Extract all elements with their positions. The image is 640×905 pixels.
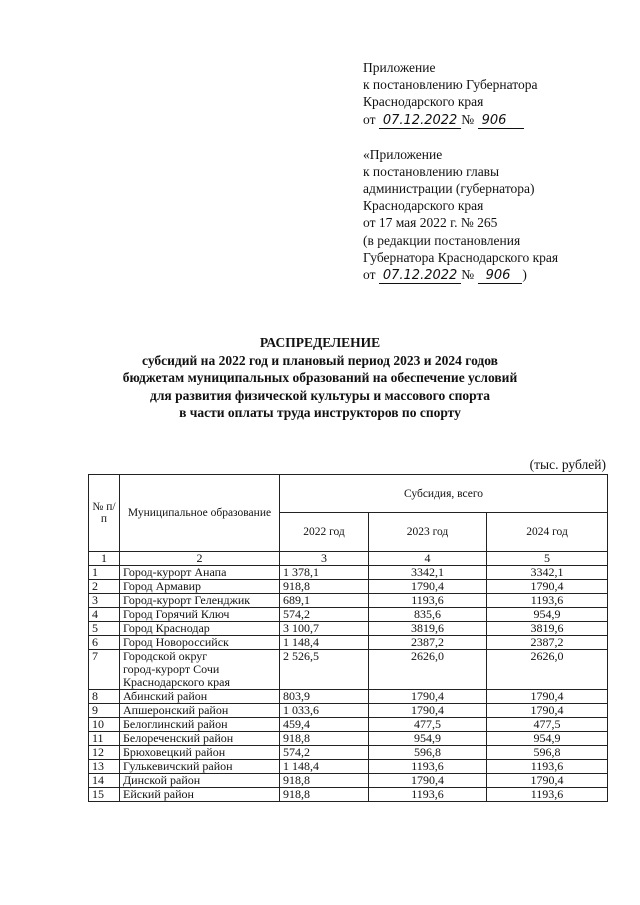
municipality-name [120,718,280,732]
header-2022: 2022 год [280,513,369,552]
municipality-name-line: Город-курорт Геленджик [123,593,251,607]
appendix2-line: Губернатора Краснодарского края [363,249,559,265]
table-row [89,774,608,788]
value-2022: 918,8 [280,732,369,746]
municipality-name-line: Белоглинский район [123,717,228,731]
value-2024: 1790,4 [487,774,608,788]
table-row [89,650,608,690]
value-2023: 1790,4 [369,690,487,704]
value-2023: 2626,0 [369,650,487,690]
value-2023: 477,5 [369,718,487,732]
heading-line: бюджетам муниципальных образований на обеспечение условий [122,370,518,385]
row-number: 11 [89,732,120,746]
table-row [89,636,608,650]
municipality-name [120,732,280,746]
appendix2-date-line [363,266,623,284]
value-2022: 689,1 [280,594,369,608]
value-2024: 1193,6 [487,788,608,802]
municipality-name-line: Краснодарского края [123,675,231,689]
value-2023: 596,8 [369,746,487,760]
municipality-name [120,566,280,580]
document-heading [0,334,640,422]
table-row [89,622,608,636]
appendix-line: к постановлению Губернатора [363,77,538,93]
row-number: 14 [89,774,120,788]
table-row [89,566,608,580]
municipality-name [120,594,280,608]
value-2023: 1193,6 [369,788,487,802]
appendix2-line: «Приложение [363,146,443,162]
value-2023: 1193,6 [369,760,487,774]
value-2023: 1790,4 [369,704,487,718]
table-row [89,690,608,704]
municipality-name-line: Город-курорт Анапа [123,565,227,579]
municipality-name-line: Город Новороссийск [123,635,229,649]
value-2024: 2387,2 [487,636,608,650]
value-2023: 1193,6 [369,594,487,608]
handwritten-number: 906 [478,269,523,284]
header-subsidy: Субсидия, всего [280,475,608,513]
table-row [89,580,608,594]
appendix2-line: администрации (губернатора) [363,181,535,197]
header-num: № п/п [89,475,120,552]
value-2022: 1 148,4 [280,636,369,650]
table-row [89,608,608,622]
header-2023: 2023 год [369,513,487,552]
value-2024: 1193,6 [487,760,608,774]
col-number: 1 [89,552,120,566]
municipality-name [120,622,280,636]
appendix2-lines [363,146,623,266]
handwritten-date: 07.12.2022 [379,114,461,129]
municipality-name-line: Городской округ [123,649,208,663]
municipality-name-line: Брюховецкий район [123,745,226,759]
col-number: 5 [487,552,608,566]
closing-paren: ) [522,267,527,283]
row-number: 1 [89,566,120,580]
value-2023: 3819,6 [369,622,487,636]
municipality-name [120,636,280,650]
municipality-name [120,788,280,802]
number-sign: № [461,267,475,283]
value-2023: 954,9 [369,732,487,746]
value-2023: 3342,1 [369,566,487,580]
appendix2-line: от 17 мая 2022 г. № 265 [363,215,498,231]
value-2022: 918,8 [280,774,369,788]
header-2024: 2024 год [487,513,608,552]
value-2024: 477,5 [487,718,608,732]
row-number: 10 [89,718,120,732]
value-2024: 954,9 [487,732,608,746]
municipality-name-line: Город Армавир [123,579,202,593]
value-2024: 954,9 [487,608,608,622]
municipality-name-line: Ейский район [123,787,194,801]
value-2022: 3 100,7 [280,622,369,636]
row-number: 13 [89,760,120,774]
row-number: 2 [89,580,120,594]
value-2023: 2387,2 [369,636,487,650]
municipality-name [120,774,280,788]
row-number: 6 [89,636,120,650]
municipality-name [120,580,280,594]
row-number: 15 [89,788,120,802]
municipality-name [120,746,280,760]
table-row [89,732,608,746]
value-2022: 2 526,5 [280,650,369,690]
value-2024: 1790,4 [487,690,608,704]
col-number: 4 [369,552,487,566]
municipality-name-line: Город Краснодар [123,621,210,635]
table-row [89,746,608,760]
value-2022: 918,8 [280,580,369,594]
row-number: 5 [89,622,120,636]
value-2024: 596,8 [487,746,608,760]
row-number: 9 [89,704,120,718]
appendix-date-line [363,111,623,129]
row-number: 7 [89,650,120,690]
value-2024: 2626,0 [487,650,608,690]
handwritten-number: 906 [478,114,525,129]
appendix2-line: (в редакции постановления [363,232,521,248]
value-2022: 918,8 [280,788,369,802]
municipality-name-line: Город Горячий Ключ [123,607,230,621]
appendix2-line: Краснодарского края [363,198,484,214]
col-number: 2 [120,552,280,566]
value-2022: 1 148,4 [280,760,369,774]
appendix-title: Приложение [363,60,436,75]
table-row [89,760,608,774]
value-2022: 1 033,6 [280,704,369,718]
municipality-name-line: город-курорт Сочи [123,662,220,676]
date-prefix: от [363,111,376,127]
municipality-name [120,650,280,690]
row-number: 3 [89,594,120,608]
value-2023: 1790,4 [369,774,487,788]
value-2022: 803,9 [280,690,369,704]
municipality-name-line: Гулькевичский район [123,759,233,773]
number-sign: № [461,111,475,127]
row-number: 8 [89,690,120,704]
date-prefix: от [363,267,376,283]
heading-line: в части оплаты труда инструкторов по спорту [179,405,461,420]
table-row [89,718,608,732]
municipality-name [120,704,280,718]
value-2023: 835,6 [369,608,487,622]
appendix-line: Краснодарского края [363,94,484,110]
value-2024: 1790,4 [487,580,608,594]
value-2022: 574,2 [280,746,369,760]
value-2022: 459,4 [280,718,369,732]
value-2024: 3342,1 [487,566,608,580]
row-number: 12 [89,746,120,760]
header-name: Муниципальное образование [120,475,280,552]
subsidy-table [88,474,608,802]
table-row [89,594,608,608]
value-2022: 574,2 [280,608,369,622]
municipality-name-line: Абинский район [123,689,208,703]
value-2022: 1 378,1 [280,566,369,580]
handwritten-date: 07.12.2022 [379,269,461,284]
municipality-name-line: Динской район [123,773,201,787]
value-2024: 1790,4 [487,704,608,718]
heading-line: для развития физической культуры и массового спорта [149,387,490,403]
table-body [89,566,608,802]
municipality-name [120,760,280,774]
value-2024: 1193,6 [487,594,608,608]
value-2023: 1790,4 [369,580,487,594]
units-label: (тыс. рублей) [529,457,606,472]
appendix2-line: к постановлению главы [363,163,500,179]
value-2024: 3819,6 [487,622,608,636]
heading-title: РАСПРЕДЕЛЕНИЕ [259,335,381,350]
municipality-name [120,608,280,622]
municipality-name-line: Апшеронский район [123,703,229,717]
municipality-name [120,690,280,704]
row-number: 4 [89,608,120,622]
table-row [89,704,608,718]
col-number: 3 [280,552,369,566]
appendix-block [363,59,623,284]
municipality-name-line: Белореченский район [123,731,234,745]
table-row [89,788,608,802]
heading-line: субсидий на 2022 год и плановый период 2023 и 2024 годов [142,352,498,368]
